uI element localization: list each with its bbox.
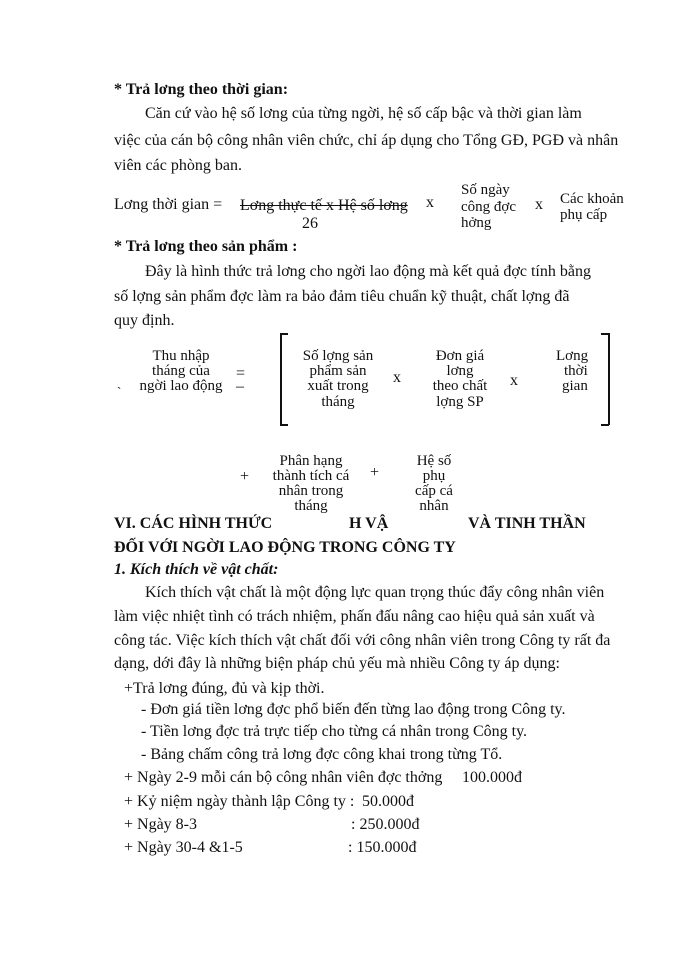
bonus-value: 50.000đ (362, 793, 414, 810)
formula1-days-line: công đợc (461, 199, 516, 215)
formula2-price-line: Đơn giá (435, 348, 485, 364)
formula2-left-line: Thu nhập (152, 348, 210, 364)
formula2-plus-sign: + (370, 464, 380, 481)
formula2-quantity-line: Số lợng sản (302, 348, 374, 364)
formula2-rank-line: tháng (294, 498, 328, 514)
formula2-rank-line: Phân hạng (279, 453, 343, 469)
bracket-left-line (280, 333, 282, 425)
formula2-quantity-line: phẩm sản (309, 363, 367, 379)
product-pay-para-line: Đây là hình thức trả lơng cho ngời lao động mà kết quả đợc tính bằng (145, 263, 591, 280)
formula2-multiply-sign: x (393, 369, 401, 386)
formula1-denominator: 26 (302, 215, 318, 232)
formula2-price-line: theo chất (432, 378, 488, 394)
formula2-left-line: ngời lao động (139, 378, 223, 394)
section6-sub-heading: 1. Kích thích về vật chất: (114, 561, 279, 578)
formula1-multiply-sign: x (426, 194, 434, 211)
section6-heading-line2: ĐỐI VỚI NGỜI LAO ĐỘNG TRONG CÔNG TY (114, 539, 456, 556)
bonus-label: + Ngày 2-9 mỗi cán bộ công nhân viên đợc thởng (124, 769, 443, 786)
bonus-value: 100.000đ (462, 769, 522, 786)
item-main: +Trả lơng đúng, đủ và kịp thời. (124, 680, 325, 697)
bracket-left-bottom (280, 424, 288, 426)
formula1-label: Lơng thời gian = (114, 196, 223, 213)
section6-heading-part: H VẬ (349, 515, 389, 532)
formula1-allowance-line: phụ cấp (560, 207, 608, 223)
stray-mark: ` (117, 384, 122, 399)
formula1-days-line: hởng (461, 215, 492, 231)
formula2-coefficient-line: Hệ số (416, 453, 452, 469)
bracket-left-top (280, 333, 288, 335)
formula2-equals-sign: = (236, 365, 246, 382)
formula2-coefficient-line: nhân (419, 498, 449, 514)
formula1-days-line: Số ngày (461, 182, 510, 198)
sub-item: - Bảng chấm công trả lơng đợc công khai trong từng Tổ. (141, 746, 503, 763)
sub-item: - Tiền lơng đợc trả trực tiếp cho từng cá nhân trong Công ty. (141, 723, 528, 740)
formula1-numerator: Lơng thực tế x Hệ số lơng (240, 197, 408, 214)
bonus-value: : 250.000đ (351, 816, 420, 833)
time-pay-para-line: viên các phòng ban. (114, 157, 242, 174)
section6-para-line: làm việc nhiệt tình có trách nhiệm, phấn đấu nâng cao hiệu quả sản xuất và (114, 608, 595, 625)
time-pay-para-line: Căn cứ vào hệ số lơng của từng ngời, hệ số cấp bậc và thời gian làm (145, 105, 582, 122)
product-pay-heading: * Trả lơng theo sản phẩm : (114, 238, 298, 255)
product-pay-para-line: quy định. (114, 312, 175, 329)
formula1-multiply-sign: x (535, 196, 543, 213)
sub-item: - Đơn giá tiền lơng đợc phổ biến đến từng lao động trong Công ty. (141, 701, 566, 718)
bonus-value: : 150.000đ (348, 839, 417, 856)
bonus-label: + Kỷ niệm ngày thành lập Công ty : (124, 793, 355, 810)
formula2-wage-line: thời (564, 363, 588, 379)
bracket-right-top (601, 333, 609, 335)
time-pay-heading: * Trả lơng theo thời gian: (114, 81, 289, 98)
formula2-coefficient-line: phụ (422, 468, 446, 484)
product-pay-para-line: số lợng sản phẩm đợc làm ra bảo đảm tiêu chuẩn kỹ thuật, chất lợng đã (114, 288, 570, 305)
bracket-right-line (608, 333, 610, 425)
section6-para-line: công tác. Việc kích thích vật chất đối với công nhân viên trong Công ty rất đa (114, 632, 611, 649)
time-pay-para-line: việc của cán bộ công nhân viên chức, chỉ áp dụng cho Tổng GĐ, PGĐ và nhân (114, 132, 619, 149)
bonus-label: + Ngày 8-3 (124, 816, 198, 833)
formula2-plus-sign: + (240, 468, 250, 485)
formula2-price-line: lợng SP (436, 394, 484, 410)
section6-heading-part: VI. CÁC HÌNH THỨC (114, 515, 273, 532)
formula2-wage-line: gian (562, 378, 588, 394)
formula2-price-line: lơng (446, 363, 474, 379)
formula2-left-line: tháng của (152, 363, 210, 379)
formula2-wage-line: Lơng (556, 348, 589, 364)
bonus-label: + Ngày 30-4 &1-5 (124, 839, 243, 856)
formula2-rank-line: thành tích cá (272, 468, 350, 484)
formula1-allowance-line: Các khoản (560, 191, 624, 207)
section6-para-line: Kích thích vật chất là một động lực quan trọng thúc đẩy công nhân viên (145, 584, 605, 601)
formula2-quantity-line: xuất trong (307, 378, 369, 394)
section6-para-line: dạng, dới đây là những biện pháp chủ yếu mà nhiều Công ty áp dụng: (114, 655, 560, 672)
formula2-minus-sign: – (236, 378, 244, 395)
formula2-coefficient-line: cấp cá (415, 483, 453, 499)
bracket-right-bottom (601, 424, 609, 426)
formula2-quantity-line: tháng (321, 394, 355, 410)
section6-heading-part: VÀ TINH THẦN (468, 515, 586, 532)
formula2-rank-line: nhân trong (278, 483, 344, 499)
formula2-multiply-sign: x (510, 372, 518, 389)
